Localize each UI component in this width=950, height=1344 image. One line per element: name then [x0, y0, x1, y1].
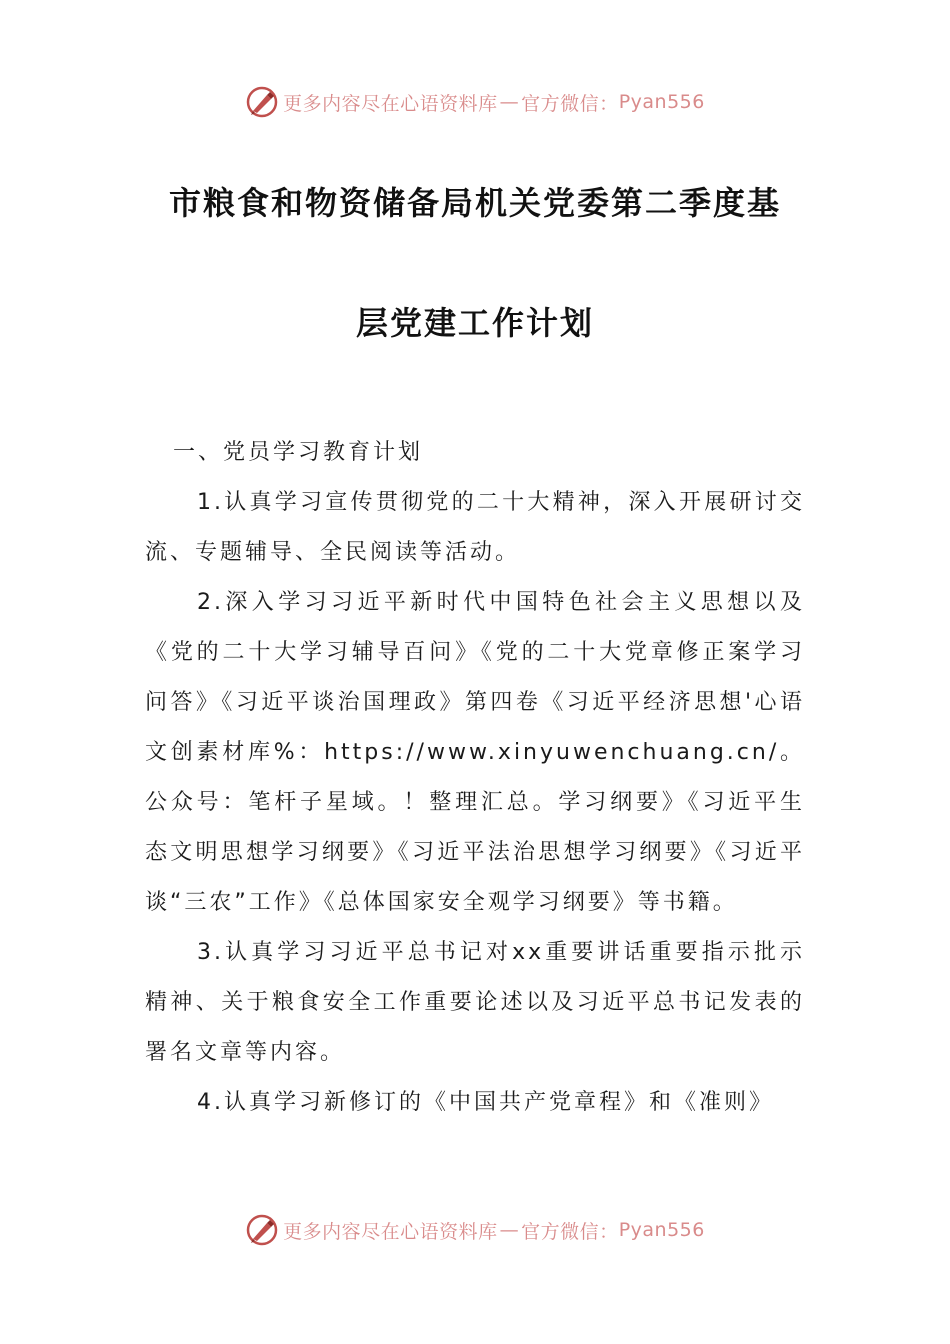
watermark-label: 官方微信：	[521, 92, 619, 115]
document-title-line2: 层党建工作计划	[355, 304, 594, 342]
document-title-line1: 市粮食和物资储备局机关党委第二季度基	[168, 184, 781, 222]
pen-logo-icon	[245, 85, 279, 119]
watermark-separator: —	[499, 1219, 520, 1241]
document-body	[145, 428, 805, 1128]
list-item: 4.认真学习新修订的《中国共产党章程》和《准则》	[197, 1090, 774, 1115]
list-item: 3.认真学习习近平总书记对xx重要讲话重要指示批示精神、关于粮食安全工作重要论述以及习近平总书记发表的署名文章等内容。	[145, 940, 805, 1065]
watermark-id: Pyan556	[618, 91, 705, 113]
watermark-footer	[0, 1210, 950, 1250]
pen-logo-icon	[245, 1213, 279, 1247]
watermark-text: 更多内容尽在心语资料库	[283, 92, 498, 115]
list-item: 2.深入学习习近平新时代中国特色社会主义思想以及《党的二十大学习辅导百问》《党的二十大党章修正案学习问答》《习近平谈治国理政》第四卷《习近平经济思想'心语文创素材库%：https://www.xinyuwenchuang.cn/。公众号：笔杆子星域。！整理汇总。学习纲要》《习近平生态文明思想学习纲要》《习近平法治思想学习纲要》《习近平谈“三农”工作》《总体国家安全观学习纲要》等书籍。	[145, 590, 805, 915]
list-item: 1.认真学习宣传贯彻党的二十大精神，深入开展研讨交流、专题辅导、全民阅读等活动。	[145, 490, 805, 565]
watermark-text: 更多内容尽在心语资料库	[283, 1220, 498, 1243]
watermark-id: Pyan556	[618, 1219, 705, 1241]
section-heading: 一、党员学习教育计划	[173, 440, 424, 465]
watermark-label: 官方微信：	[521, 1220, 619, 1243]
watermark-separator: —	[499, 91, 520, 113]
watermark-header	[0, 82, 950, 122]
